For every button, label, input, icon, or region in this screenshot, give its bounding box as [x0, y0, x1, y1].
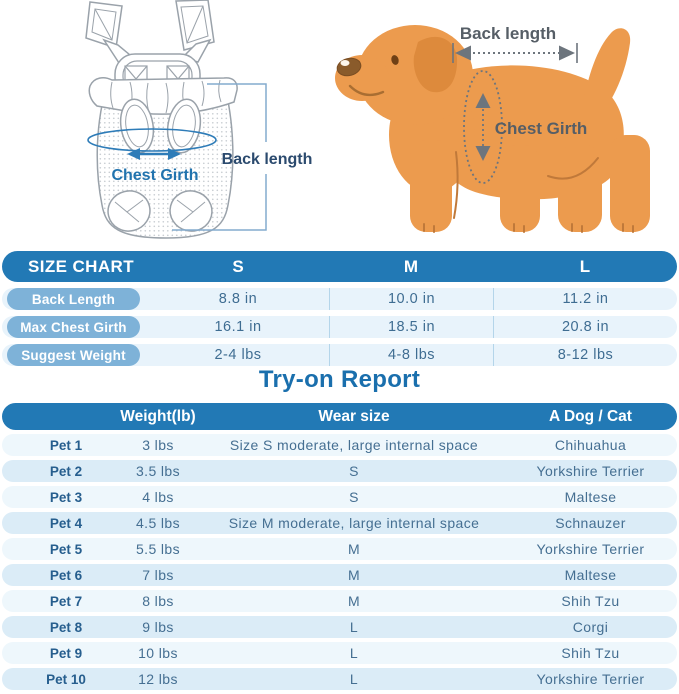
size-value: 20.8 in [493, 316, 677, 338]
weight-value: 12 lbs [138, 671, 178, 687]
weight-value: 3.5 lbs [135, 463, 181, 479]
illustration-section [0, 0, 679, 248]
weight-value: 4.5 lbs [135, 515, 181, 531]
breed-value: Corgi [572, 619, 609, 635]
size-value: 10.0 in [329, 288, 493, 310]
wear-size-value: M [347, 541, 361, 557]
dog-body [335, 25, 650, 232]
wear-size-value: S [349, 463, 359, 479]
wear-size-value: Size S moderate, large internal space [229, 437, 479, 453]
try-on-header [2, 403, 677, 430]
breed-value: Maltese [564, 489, 617, 505]
size-value: 16.1 in [214, 319, 262, 335]
size-column-l: L [579, 256, 591, 276]
dog-back-length-marker [453, 43, 577, 63]
wear-size-value: M [347, 567, 361, 583]
wear-size-value: L [349, 619, 359, 635]
wear-size-value: Size M moderate, large internal space [228, 515, 480, 531]
size-chart-row [2, 344, 677, 366]
row-label-pill: Suggest Weight [7, 344, 140, 366]
size-value: 2-4 lbs [214, 347, 262, 363]
try-on-row [2, 668, 677, 690]
carrier-back-length-label: Back length [221, 151, 313, 168]
pet-label: Pet 5 [49, 541, 83, 557]
wear-size-value: S [349, 489, 359, 505]
pet-label: Pet 10 [46, 671, 86, 687]
wear-size-value: L [349, 645, 359, 661]
pet-label: Pet 7 [49, 593, 83, 609]
wear-size-value: M [347, 593, 361, 609]
row-label-pill: Max Chest Girth [7, 316, 140, 338]
pet-label: Pet 6 [49, 567, 83, 583]
dog-chest-girth-label: Chest Girth [494, 119, 588, 138]
breed-value: Maltese [564, 567, 617, 583]
try-on-row [2, 512, 677, 534]
wear-size-column-header: Wear size [318, 407, 390, 425]
try-on-row [2, 460, 677, 482]
breed-value: Shih Tzu [561, 645, 620, 661]
size-chart-header [2, 251, 677, 282]
try-on-row [2, 564, 677, 586]
breed-value: Chihuahua [554, 437, 627, 453]
size-value: 18.5 in [329, 316, 493, 338]
pet-label: Pet 1 [49, 437, 83, 453]
breed-value: Shih Tzu [561, 593, 620, 609]
try-on-rows [0, 434, 679, 690]
weight-value: 4 lbs [142, 489, 174, 505]
try-on-row [2, 616, 677, 638]
animal-column-header: A Dog / Cat [549, 407, 632, 425]
try-on-row [2, 642, 677, 664]
try-on-row [2, 590, 677, 612]
size-value: 4-8 lbs [329, 344, 493, 366]
size-value: 8-12 lbs [493, 344, 677, 366]
breed-value: Yorkshire Terrier [536, 463, 645, 479]
pet-label: Pet 2 [49, 463, 83, 479]
pet-label: Pet 8 [49, 619, 83, 635]
pet-label: Pet 3 [49, 489, 83, 505]
try-on-row [2, 434, 677, 456]
weight-value: 7 lbs [142, 567, 174, 583]
size-chart-rows [0, 288, 679, 366]
breed-value: Yorkshire Terrier [536, 671, 645, 687]
breed-value: Schnauzer [555, 515, 626, 531]
pet-label: Pet 9 [49, 645, 83, 661]
size-chart-row [2, 316, 677, 338]
size-value: 8.8 in [218, 291, 258, 307]
pet-label: Pet 4 [49, 515, 83, 531]
dog-back-length-label: Back length [459, 24, 557, 43]
try-on-title: Try-on Report [258, 366, 421, 393]
wear-size-value: L [349, 671, 359, 687]
try-on-row [2, 486, 677, 508]
weight-value: 5.5 lbs [135, 541, 181, 557]
size-chart-row [2, 288, 677, 310]
size-chart-table [0, 251, 679, 366]
breed-value: Yorkshire Terrier [536, 541, 645, 557]
size-chart-title: SIZE CHART [28, 256, 134, 276]
carrier-chest-girth-label: Chest Girth [111, 167, 199, 184]
weight-value: 10 lbs [138, 645, 178, 661]
weight-value: 9 lbs [142, 619, 174, 635]
weight-value: 3 lbs [142, 437, 174, 453]
size-column-m: M [403, 256, 419, 276]
size-value: 11.2 in [493, 288, 677, 310]
weight-column-header: Weight(lb) [120, 407, 196, 425]
weight-value: 8 lbs [142, 593, 174, 609]
row-label-pill: Back Length [7, 288, 140, 310]
carrier-diagram [0, 0, 320, 248]
dog-diagram [320, 0, 679, 248]
try-on-table [0, 403, 679, 690]
try-on-row [2, 538, 677, 560]
size-column-s: S [232, 256, 244, 276]
